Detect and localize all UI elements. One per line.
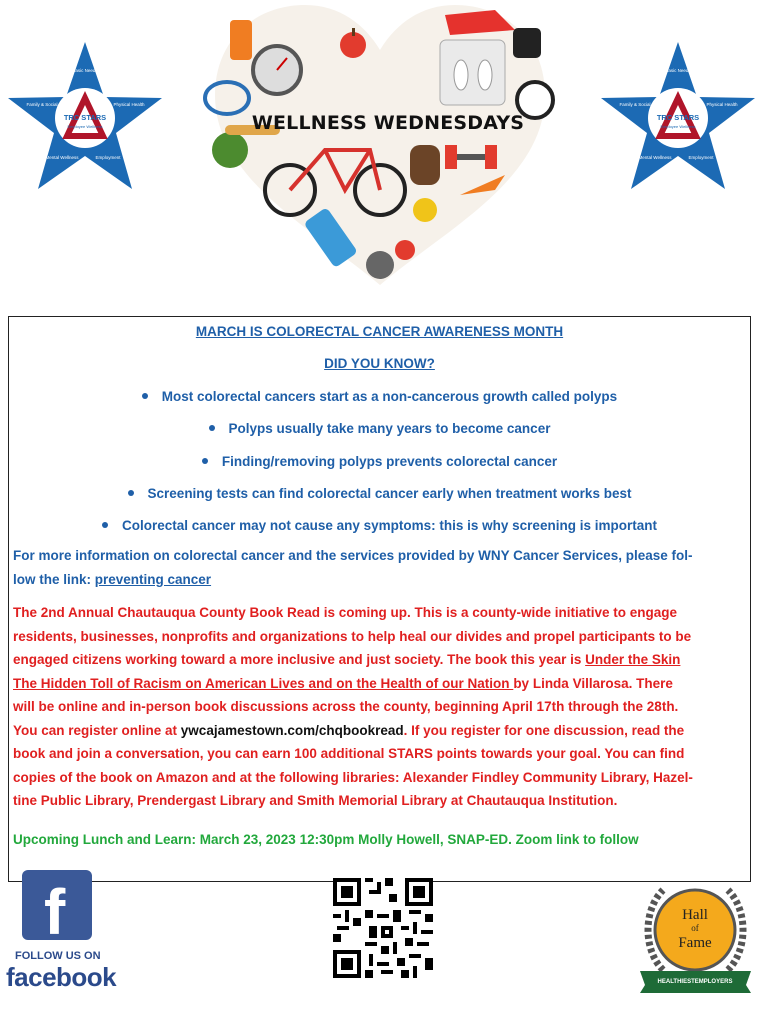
- broccoli-icon: [212, 132, 248, 168]
- star-right-point-4: Family & Social: [619, 102, 651, 107]
- trc-stars-logo-right: [598, 42, 758, 202]
- qr-code-icon[interactable]: [333, 878, 433, 978]
- kettlebell-icon: [366, 251, 394, 279]
- bullet-item: [9, 389, 750, 404]
- bullet-dot-icon: [128, 490, 134, 496]
- book-line-8: copies of the book on Amazon and at the following libraries: Alexander Findley Community Library, Hazel-: [13, 769, 693, 785]
- star-right-point-1: Physical Health: [706, 102, 738, 107]
- bullet-dot-icon: [202, 458, 208, 464]
- book-line-9: tine Public Library, Prendergast Library and Smith Memorial Library at Chautauqua Institution.: [13, 793, 618, 808]
- star-icon: [5, 42, 165, 202]
- hof-line-1: Hall: [682, 907, 708, 923]
- hall-of-fame-badge: [638, 875, 753, 995]
- preventing-cancer-link[interactable]: preventing cancer: [94, 571, 212, 587]
- facebook-letter: f: [44, 876, 66, 940]
- bullet-item: [9, 421, 750, 436]
- lunch-and-learn: Upcoming Lunch and Learn: March 23, 2023 12:30pm Molly Howell, SNAP-ED. Zoom link to follow: [13, 832, 639, 847]
- register-url[interactable]: ywcajamestown.com/chqbookread: [180, 722, 404, 738]
- bullet-text: Most colorectal cancers start as a non-cancerous growth called polyps: [161, 389, 618, 404]
- info-box: [8, 316, 751, 882]
- bullet-text: Polyps usually take many years to become cancer: [228, 421, 551, 436]
- star-right-point-3: Mental Wellness: [638, 155, 672, 160]
- star-left-point-1: Physical Health: [113, 102, 145, 107]
- glove-icon: [410, 145, 440, 185]
- star-right-point-2: Employment: [688, 155, 714, 160]
- book-title-link-part-1[interactable]: Under the Skin: [585, 652, 681, 667]
- watch-icon: [513, 28, 541, 58]
- star-icon: [598, 42, 758, 202]
- book-title-link-part-2[interactable]: The Hidden Toll of Racism on American Lives and on the Health of our Nation: [13, 675, 514, 691]
- did-you-know-heading: DID YOU KNOW?: [324, 356, 435, 371]
- star-left-point-0: Basic Needs: [72, 68, 98, 73]
- info-line-1: For more information on colorectal cancer and the services provided by WNY Cancer Services, please fol-: [13, 548, 693, 563]
- book-line-3-text: engaged citizens working toward a more inclusive and just society. The book this year is: [13, 652, 586, 667]
- info-paragraph: [13, 544, 743, 591]
- book-line-1: The 2nd Annual Chautauqua County Book Read is coming up. This is a county-wide initiative to engage: [13, 605, 678, 620]
- wellness-heart-collage: [195, 0, 565, 300]
- bullet-text: Screening tests can find colorectal cancer early when treatment works best: [147, 486, 632, 501]
- bullet-item: [9, 518, 750, 533]
- info-line-2: [13, 568, 743, 592]
- book-line-4: [13, 672, 743, 696]
- star-right-logo-text: TRC STARS: [656, 113, 700, 122]
- book-read-paragraph: [13, 601, 743, 813]
- bullet-text: Colorectal cancer may not cause any symptoms: this is why screening is important: [122, 518, 657, 533]
- follow-us-label: FOLLOW US ON: [15, 950, 101, 962]
- star-right-point-0: Basic Needs: [665, 68, 691, 73]
- awareness-heading: MARCH IS COLORECTAL CANCER AWARENESS MONTH: [195, 324, 564, 339]
- bullet-item: [9, 454, 750, 469]
- hof-line-3: Fame: [678, 935, 712, 951]
- hof-ribbon-text: HEALTHIESTEMPLOYERS: [657, 979, 733, 985]
- bullet-dot-icon: [102, 522, 108, 528]
- star-left-point-3: Mental Wellness: [45, 155, 79, 160]
- book-line-6-text-b: . If you register for one discussion, read the: [403, 722, 685, 738]
- info-line-2-prefix: low the link:: [13, 571, 95, 587]
- bullet-text: Finding/removing polyps prevents colorectal cancer: [221, 454, 558, 469]
- star-right-logo-subtext: Employee Wellness: [660, 124, 696, 129]
- header: [0, 0, 783, 300]
- bullet-item: [9, 486, 750, 501]
- bullet-dot-icon: [142, 393, 148, 399]
- stopwatch-icon: [253, 46, 301, 94]
- trc-stars-logo-left: [5, 42, 165, 202]
- star-left-logo-text: TRC STARS: [63, 113, 107, 122]
- book-line-6: [13, 719, 743, 743]
- book-line-3: [13, 648, 743, 672]
- star-left-point-4: Family & Social: [26, 102, 58, 107]
- book-line-7: book and join a conversation, you can earn 100 additional STARS points towards your goal. You can find: [13, 746, 685, 761]
- star-left-logo-subtext: Employee Wellness: [67, 124, 103, 129]
- book-line-5: will be online and in-person book discussions across the county, beginning April 17th through the 28th.: [13, 699, 679, 714]
- banner-title: WELLNESS WEDNESDAYS: [251, 112, 525, 134]
- book-line-6-text: You can register online at: [13, 722, 181, 738]
- book-line-2: residents, businesses, nonprofits and organizations to help heal our divides and propel participants to be: [13, 628, 692, 644]
- facebook-icon[interactable]: [22, 870, 92, 940]
- book-line-4-text: by Linda Villarosa. There: [513, 675, 673, 691]
- hof-line-2: of: [691, 923, 699, 933]
- bullet-dot-icon: [209, 425, 215, 431]
- star-left-point-2: Employment: [95, 155, 121, 160]
- scale-icon: [440, 40, 505, 105]
- facebook-wordmark[interactable]: facebook: [6, 962, 117, 992]
